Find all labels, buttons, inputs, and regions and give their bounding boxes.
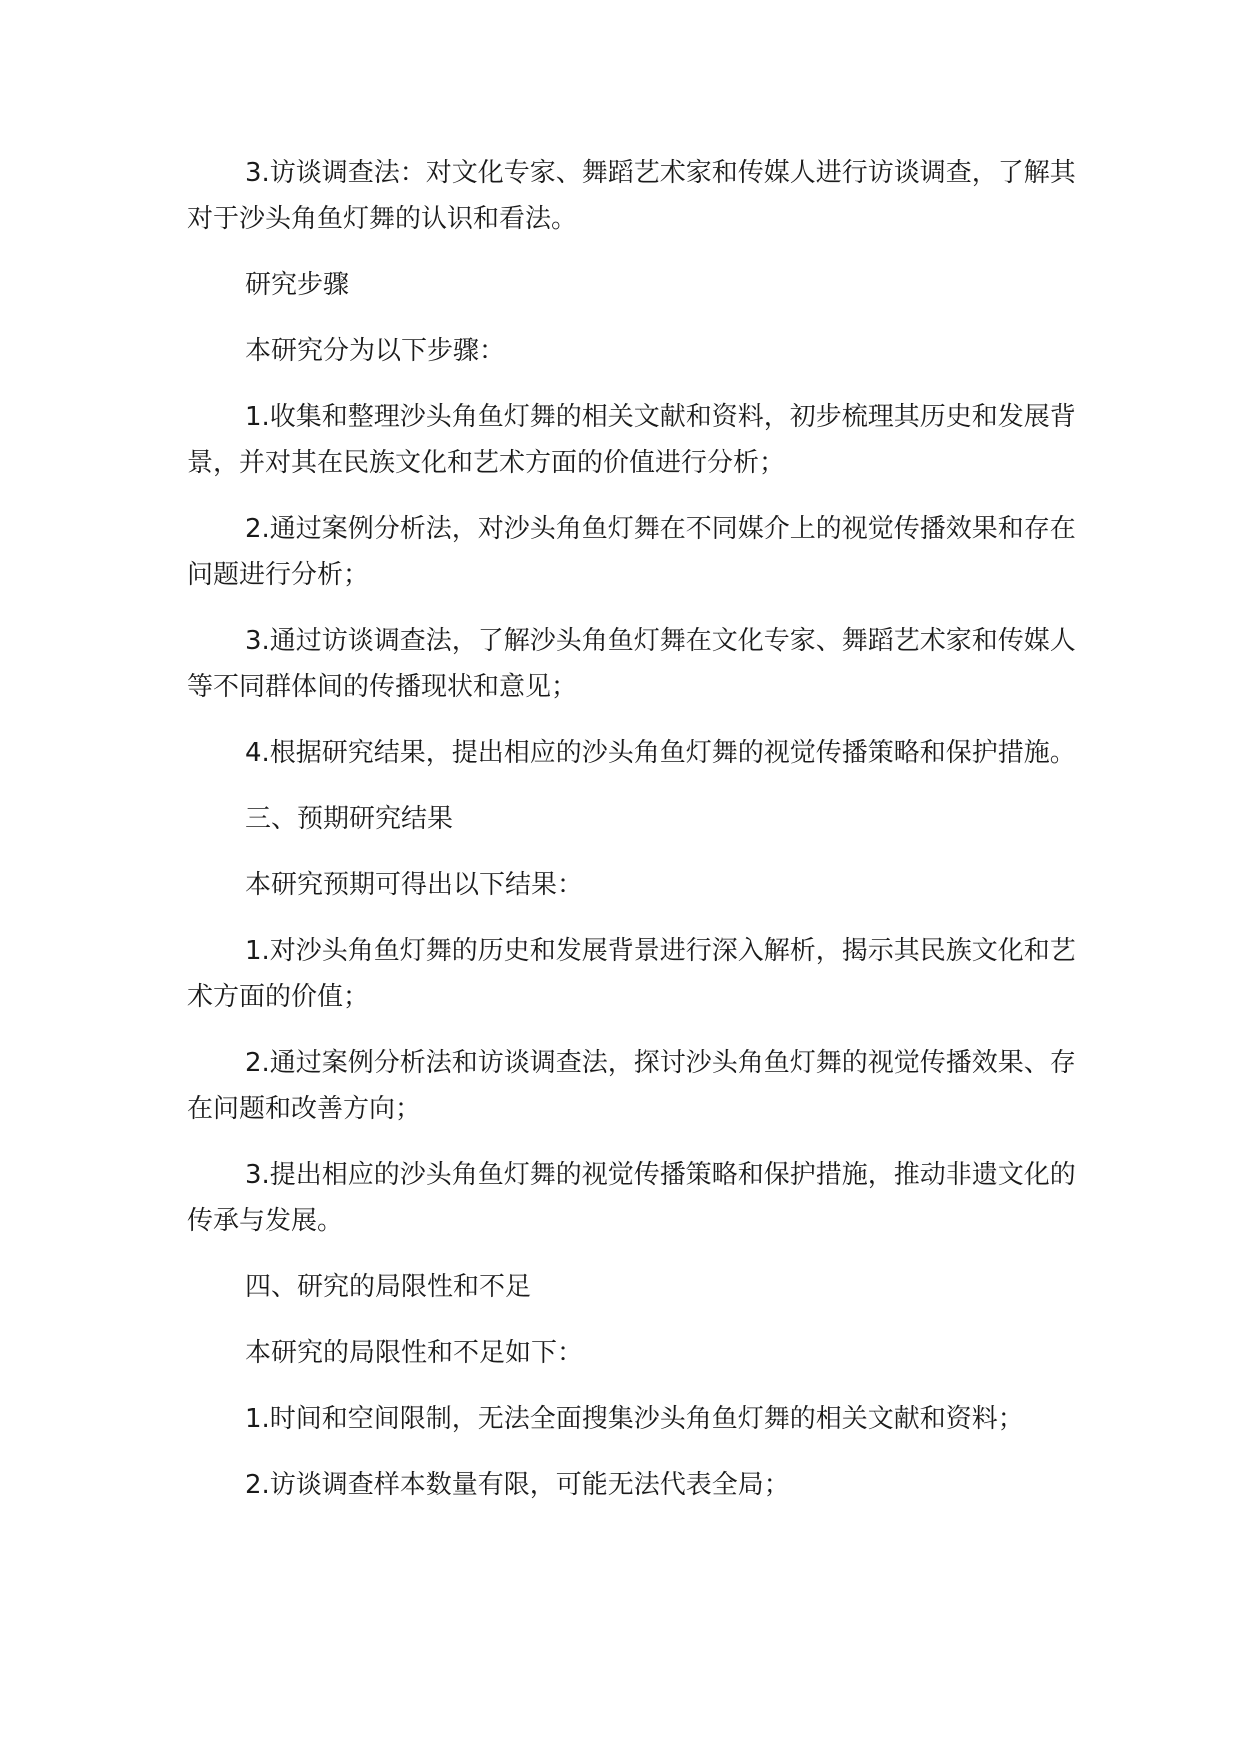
paragraph-results-intro: 本研究预期可得出以下结果： <box>245 870 584 900</box>
document-body <box>187 150 1082 1528</box>
paragraph-interview-method: 3.访谈调查法：对文化专家、舞蹈艺术家和传媒人进行访谈调查，了解其对于沙头角鱼灯舞的认识和看法。 <box>187 158 1076 234</box>
paragraph-result-3: 3.提出相应的沙头角鱼灯舞的视觉传播策略和保护措施，推动非遗文化的传承与发展。 <box>187 1160 1076 1236</box>
section-heading-expected-results: 三、预期研究结果 <box>245 804 454 834</box>
section-heading-limitations: 四、研究的局限性和不足 <box>245 1272 532 1302</box>
paragraph-step-2: 2.通过案例分析法，对沙头角鱼灯舞在不同媒介上的视觉传播效果和存在问题进行分析； <box>187 514 1076 590</box>
paragraph-limitation-2: 2.访谈调查样本数量有限，可能无法代表全局； <box>245 1470 790 1500</box>
paragraph-step-4: 4.根据研究结果，提出相应的沙头角鱼灯舞的视觉传播策略和保护措施。 <box>245 738 1076 768</box>
paragraph-steps-intro: 本研究分为以下步骤： <box>245 336 506 366</box>
paragraph-limitations-intro: 本研究的局限性和不足如下： <box>245 1338 584 1368</box>
section-heading-research-steps: 研究步骤 <box>245 270 350 300</box>
paragraph-limitation-1: 1.时间和空间限制，无法全面搜集沙头角鱼灯舞的相关文献和资料； <box>245 1404 1024 1434</box>
paragraph-step-3: 3.通过访谈调查法，了解沙头角鱼灯舞在文化专家、舞蹈艺术家和传媒人等不同群体间的传播现状和意见； <box>187 626 1076 702</box>
paragraph-step-1: 1.收集和整理沙头角鱼灯舞的相关文献和资料，初步梳理其历史和发展背景，并对其在民族文化和艺术方面的价值进行分析； <box>187 402 1076 478</box>
paragraph-result-2: 2.通过案例分析法和访谈调查法，探讨沙头角鱼灯舞的视觉传播效果、存在问题和改善方向； <box>187 1048 1076 1124</box>
paragraph-result-1: 1.对沙头角鱼灯舞的历史和发展背景进行深入解析，揭示其民族文化和艺术方面的价值； <box>187 936 1076 1012</box>
